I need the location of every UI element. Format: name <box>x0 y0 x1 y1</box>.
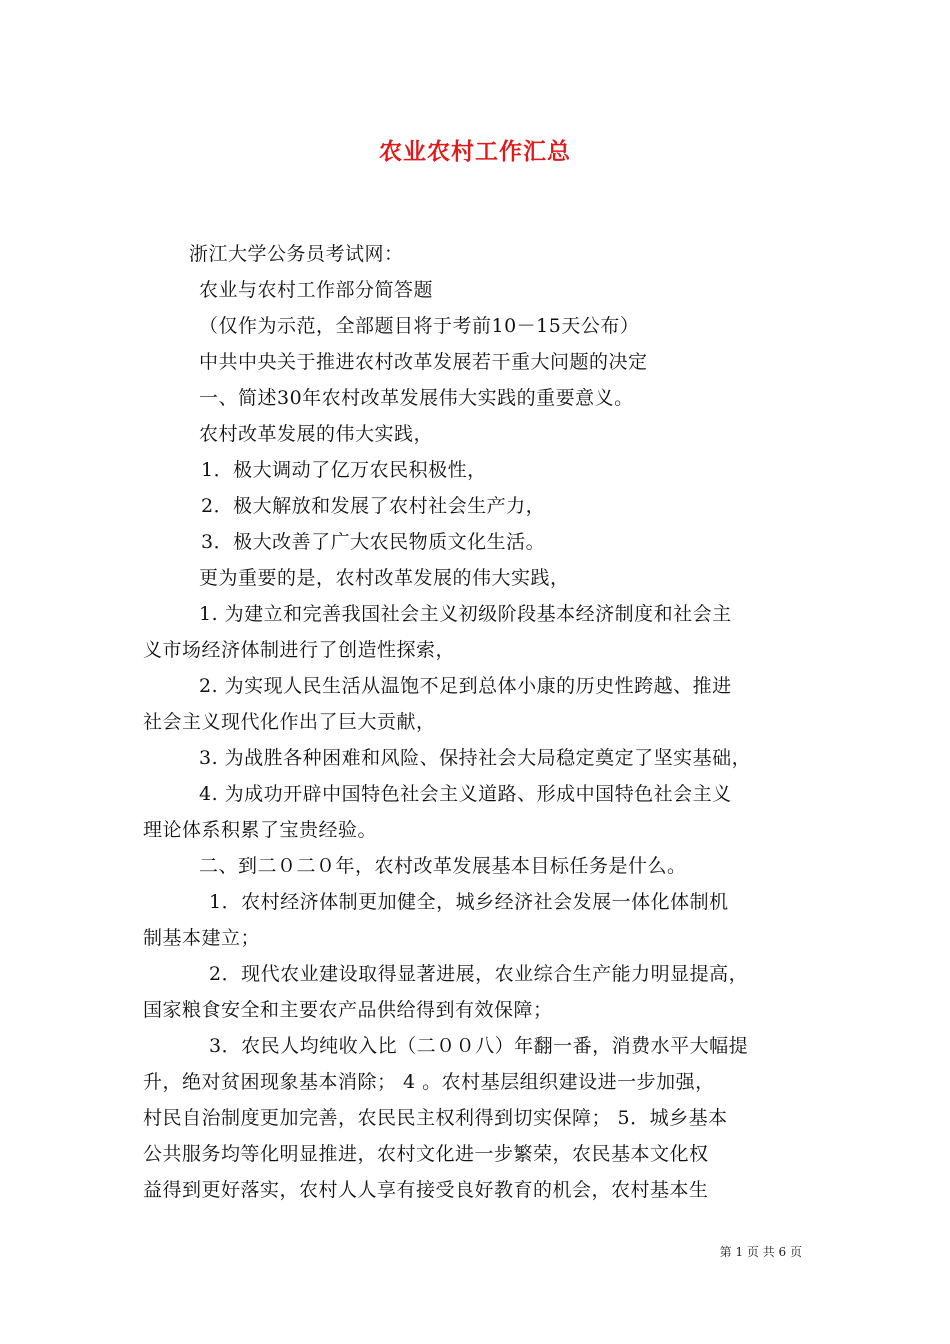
paragraph-line: 一、简述30年农村改革发展伟大实践的重要意义。 <box>199 387 634 409</box>
paragraph-line: 益得到更好落实，农村人人享有接受良好教育的机会，农村基本生 <box>143 1179 709 1201</box>
paragraph-line: 义市场经济体制进行了创造性探索， <box>143 639 456 661</box>
document-body <box>143 236 823 1208</box>
paragraph-line: 理论体系积累了宝贵经验。 <box>143 819 378 841</box>
paragraph-line: 公共服务均等化明显推进，农村文化进一步繁荣，农民基本文化权 <box>143 1143 709 1165</box>
paragraph-line: 1. 为建立和完善我国社会主义初级阶段基本经济制度和社会主 <box>199 603 732 625</box>
paragraph-line: 社会主义现代化作出了巨大贡献， <box>143 711 436 733</box>
paragraph-line: 1．农村经济体制更加健全，城乡经济社会发展一体化体制机 <box>209 891 729 913</box>
paragraph-line: 3．极大改善了广大农民物质文化生活。 <box>201 531 546 553</box>
paragraph-line: 2．极大解放和发展了农村社会生产力， <box>201 495 546 517</box>
page-indicator: 第 1 页 共 6 页 <box>719 1245 802 1259</box>
paragraph-line: 浙江大学公务员考试网： <box>189 243 404 265</box>
paragraph-line: 1．极大调动了亿万农民积极性， <box>201 459 487 481</box>
paragraph-line: 中共中央关于推进农村改革发展若干重大问题的决定 <box>199 351 648 373</box>
paragraph-line: （仅作为示范，全部题目将于考前10－15天公布） <box>199 315 640 337</box>
paragraph-line: 村民自治制度更加完善，农民民主权利得到切实保障； 5．城乡基本 <box>143 1107 728 1129</box>
paragraph-line: 2. 为实现人民生活从温饱不足到总体小康的历史性跨越、推进 <box>199 675 732 697</box>
paragraph-line: 制基本建立； <box>143 927 261 949</box>
paragraph-line: 农业与农村工作部分简答题 <box>199 279 434 301</box>
paragraph-line: 4. 为成功开辟中国特色社会主义道路、形成中国特色社会主义 <box>199 783 732 805</box>
paragraph-line: 3．农民人均纯收入比（二００八）年翻一番，消费水平大幅提 <box>209 1035 749 1057</box>
document-title: 农业农村工作汇总 <box>379 139 571 165</box>
paragraph-line: 二、到二０二０年，农村改革发展基本目标任务是什么。 <box>199 855 687 877</box>
paragraph-line: 农村改革发展的伟大实践， <box>199 423 434 445</box>
paragraph-line: 更为重要的是，农村改革发展的伟大实践， <box>199 567 570 589</box>
paragraph-line: 国家粮食安全和主要农产品供给得到有效保障； <box>143 999 553 1021</box>
paragraph-line: 升，绝对贫困现象基本消除； 4 。农村基层组织建设进一步加强， <box>143 1071 715 1093</box>
paragraph-line: 3. 为战胜各种困难和风险、保持社会大局稳定奠定了坚实基础， <box>199 747 752 769</box>
paragraph-line: 2．现代农业建设取得显著进展，农业综合生产能力明显提高， <box>209 963 749 985</box>
